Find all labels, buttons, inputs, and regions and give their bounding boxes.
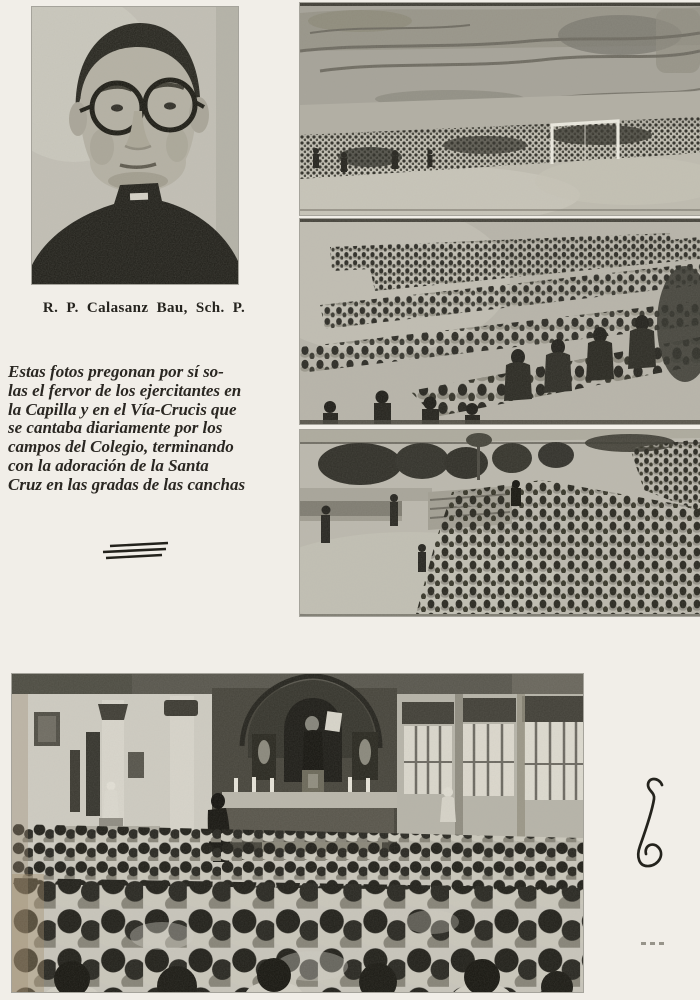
pen-dash-mark [641,942,667,945]
photo-chapel-interior [12,674,583,992]
chapel-interior-illustration [12,674,583,992]
paragraph-line: las el fervor de los ejercitantes en [8,380,242,400]
kneeling-rows-illustration [300,219,700,424]
portrait-photo [32,7,238,284]
photo-courtyard-crowd [300,430,700,616]
intro-paragraph [8,363,297,495]
field-crowd-illustration [300,3,700,215]
courtyard-crowd-illustration [300,430,700,616]
paragraph-line: Estas fotos pregonan por sí so- [8,362,224,381]
portrait-illustration [32,7,238,284]
paragraph-line: se cantaba diariamente por los [8,418,223,438]
paragraph-line: la Capilla y en el Vía-Crucis que [8,399,237,419]
portrait-caption: R. P. Calasanz Bau, Sch. P. [42,300,246,316]
paragraph-line: Cruz en las gradas de las canchas [8,474,246,494]
photo-field-crowd [300,3,700,215]
paragraph-line: con la adoración de la Santa [8,455,209,475]
script-flourish-ornament [624,776,672,872]
triple-rule-ornament [98,540,172,562]
photo-kneeling-rows [300,219,700,424]
paragraph-line: campos del Colegio, terminando [8,437,234,457]
